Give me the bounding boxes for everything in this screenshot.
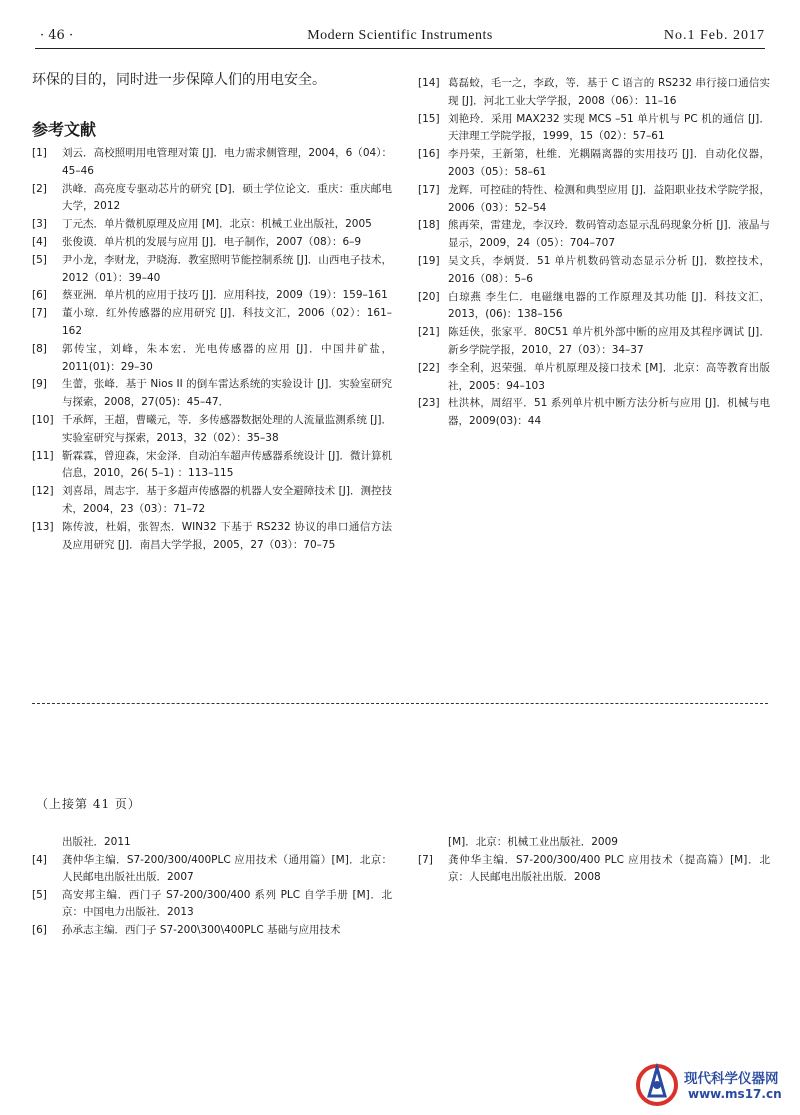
reference-item — [418, 182, 770, 218]
reference-number: [5] — [32, 253, 47, 266]
reference-text: 刘云．高校照明用电管理对策 [J]．电力需求侧管理，2004，6（04）：45–46 — [62, 147, 392, 177]
reference-item — [418, 289, 770, 325]
reference-text: 龚仲华主编．S7-200/300/400PLC 应用技术（通用篇）[M]．北京：人民邮电出版社出版．2007 — [62, 853, 392, 884]
reference-text: 张俊谟．单片机的发展与应用 [J]．电子制作，2007（08）：6–9 — [62, 235, 362, 248]
reference-number: [4] — [32, 853, 47, 866]
references-right-column — [418, 75, 770, 431]
reference-text: 李全利，迟荣强．单片机原理及接口技术 [M]．北京：高等教育出版社，2005：94–103 — [448, 361, 770, 392]
reference-number: [2] — [32, 182, 47, 195]
reference-text: 熊再荣，雷建龙，李汉玲．数码管动态显示乱码现象分析 [J]．液晶与显示，2009，24（05）：704–707 — [448, 219, 770, 250]
reference-item — [32, 145, 392, 181]
reference-number: [20] — [418, 290, 440, 303]
reference-number: [7] — [418, 853, 433, 866]
reference-item — [418, 111, 770, 147]
reference-text: 杜洪林，周绍平．51 系列单片机中断方法分析与应用 [J]．机械与电器，2009(03)：44 — [448, 397, 770, 428]
reference-item — [32, 448, 392, 484]
reference-number: [4] — [32, 235, 47, 248]
reference-text: 陈传波，杜娟，张智杰．WIN32 下基于 RS232 协议的串口通信方法及应用研究 [J]．南昌大学学报，2005，27（03）：70–75 — [62, 520, 392, 551]
reference-number: [12] — [32, 485, 54, 498]
reference-item — [418, 217, 770, 253]
page-number: · 46 · — [40, 28, 74, 43]
reference-number: [21] — [418, 326, 440, 339]
reference-text: 生蕾，张峰．基于 Nios II 的倒车雷达系统的实验设计 [J]．实验室研究与探索，2008，27(05)：45–47． — [62, 378, 392, 409]
reference-number: [6] — [32, 923, 47, 936]
reference-number: [16] — [418, 148, 440, 161]
reference-number: [13] — [32, 520, 54, 533]
reference-text: 高安邦主编．西门子 S7-200/300/400 系列 PLC 自学手册 [M]．北京：中国电力出版社．2013 — [62, 888, 392, 919]
reference-item — [32, 852, 392, 887]
reference-number: [23] — [418, 397, 440, 410]
reference-item — [32, 252, 392, 288]
reference-number: [15] — [418, 112, 440, 125]
reference-text: 董小琼．红外传感器的应用研究 [J]．科技文汇，2006（02）：161–162 — [62, 307, 392, 337]
reference-number: [6] — [32, 289, 47, 302]
references-left-column — [32, 145, 392, 554]
reference-item — [32, 483, 392, 519]
reference-number: [1] — [32, 147, 47, 159]
reference-text: 洪峰．高亮度专驱动芯片的研究 [D]．硕士学位论文．重庆：重庆邮电大学，2012 — [62, 182, 392, 213]
reference-item — [418, 360, 770, 396]
reference-number: [22] — [418, 361, 440, 374]
reference-text: 靳霖霖，曾迎森，宋金泽．自动泊车超声传感器系统设计 [J]．微计算机信息，2010，26( 5–1) ：113–115 — [62, 449, 392, 480]
reference-number: [18] — [418, 219, 440, 232]
reference-text: 吴文兵，李炳贤．51 单片机数码管动态显示分析 [J]．数控技术，2016（08）：5–6 — [448, 254, 770, 285]
section-divider — [32, 703, 768, 704]
reference-item — [418, 75, 770, 111]
watermark-url: www.ms17.cn — [688, 1087, 782, 1101]
reference-item — [32, 216, 392, 234]
watermark-site-name: 现代科学仪器网 — [684, 1071, 779, 1087]
reference-item — [418, 324, 770, 360]
continued-references-right — [418, 834, 770, 887]
reference-item — [32, 519, 392, 555]
reference-text: 千承辉，王超，曹曦元，等．多传感器数据处理的人流量监测系统 [J]．实验室研究与探索，2013，32（02）：35–38 — [62, 413, 392, 444]
reference-item — [32, 287, 392, 305]
reference-item — [32, 305, 392, 341]
reference-number: [5] — [32, 888, 47, 901]
reference-item — [32, 341, 392, 377]
reference-text: 李丹荣，王新第，杜维．光耦隔离器的实用技巧 [J]．自动化仪器，2003（05）：58–61 — [448, 148, 770, 178]
reference-item — [418, 852, 770, 887]
site-watermark — [632, 1058, 792, 1108]
reference-text: 白琼燕 李生仁．电磁继电器的工作原理及其功能 [J]．科技文汇，2013，(06)：138–156 — [448, 290, 770, 321]
continued-reference-tail: 出版社．2011 — [62, 836, 131, 848]
reference-text: 尹小龙，李财龙，尹晓海．教室照明节能控制系统 [J]．山西电子技术，2012（01）：39–40 — [62, 253, 392, 284]
journal-name: Modern Scientific Instruments — [307, 28, 493, 43]
reference-item — [32, 234, 392, 252]
reference-item — [32, 887, 392, 922]
reference-number: [10] — [32, 413, 54, 426]
reference-item — [32, 922, 392, 940]
reference-item — [418, 395, 770, 431]
reference-text: 丁元杰．单片微机原理及应用 [M]．北京：机械工业出版社，2005 — [62, 218, 372, 231]
issue-info: No.1 Feb. 2017 — [663, 28, 765, 43]
reference-text: 陈廷侠，张家平．80C51 单片机外部中断的应用及其程序调试 [J]．新乡学院学报，2010，27（03）：34–37 — [448, 326, 770, 356]
reference-number: [8] — [32, 342, 47, 355]
continued-references-left — [32, 834, 392, 940]
reference-number: [19] — [418, 254, 440, 267]
reference-text: 刘艳玲．采用 MAX232 实现 MCS –51 单片机与 PC 机的通信 [J]．天津理工学院学报，1999，15（02）：57–61 — [448, 112, 770, 143]
reference-text: 龙辉．可控硅的特性、检测和典型应用 [J]．益阳职业技术学院学报，2006（03）：52–54 — [448, 183, 770, 214]
references-heading: 参考文献 — [32, 120, 97, 139]
reference-item — [418, 146, 770, 182]
reference-text: 龚仲华主编．S7-200/300/400 PLC 应用技术（提高篇）[M]．北京：人民邮电出版社出版．2008 — [448, 853, 770, 884]
reference-text: 孙承志主编．西门子 S7-200\300\400PLC 基础与应用技术 — [62, 923, 341, 936]
reference-item — [418, 253, 770, 289]
running-header — [35, 26, 765, 49]
body-text-tail: 环保的目的，同时进一步保障人们的用电安全。 — [32, 72, 326, 88]
reference-text: 刘喜昂，周志宇．基于多超声传感器的机器人安全避障技术 [J]．测控技术，2004，23（03）：71–72 — [62, 485, 392, 515]
reference-text: 蔡亚洲．单片机的应用于技巧 [J]．应用科技，2009（19）：159–161 — [62, 289, 388, 302]
reference-text: 郭传宝，刘峰，朱本宏．光电传感器的应用 [J]．中国井矿盐，2011(01)：29–30 — [62, 342, 392, 373]
reference-number: [11] — [32, 449, 54, 462]
reference-number: [3] — [32, 218, 47, 231]
reference-item — [32, 181, 392, 217]
instrument-logo-icon — [632, 1058, 682, 1108]
reference-number: [14] — [418, 77, 440, 89]
reference-text: 葛磊蛟，毛一之，李政，等．基于 C 语言的 RS232 串行接口通信实现 [J]．河北工业大学学报，2008（06）：11–16 — [448, 77, 770, 107]
continued-reference-tail: [M]．北京：机械工业出版社．2009 — [448, 836, 618, 848]
reference-item — [32, 412, 392, 448]
reference-number: [9] — [32, 378, 47, 391]
reference-number: [17] — [418, 183, 440, 196]
reference-item — [32, 376, 392, 412]
continuation-note: （上接第 41 页） — [36, 797, 141, 811]
reference-number: [7] — [32, 307, 47, 320]
